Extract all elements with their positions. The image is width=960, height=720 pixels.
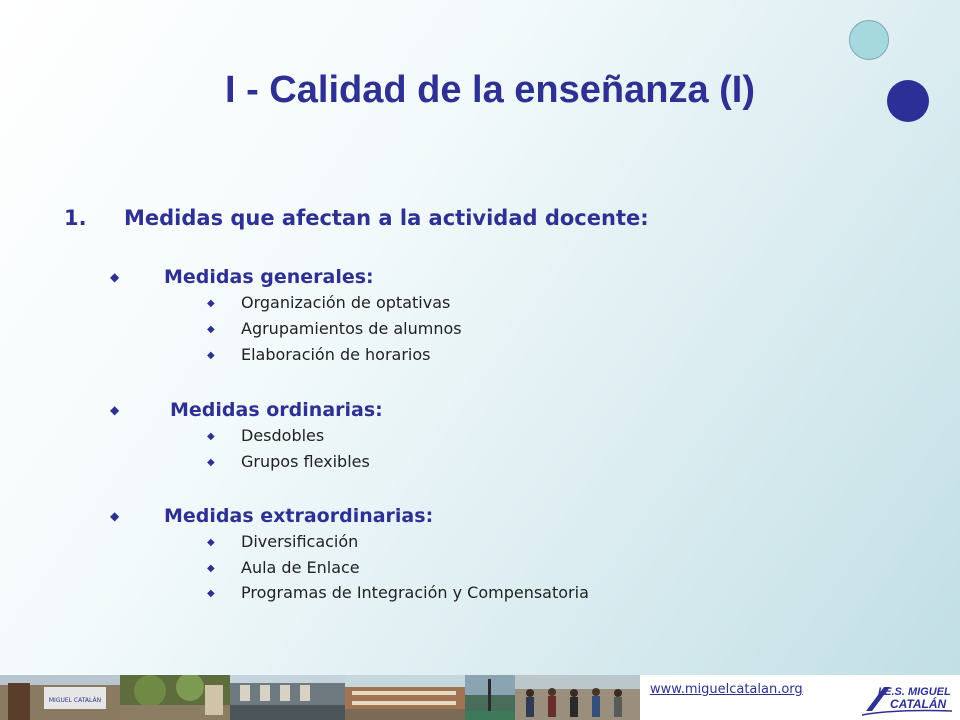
school-logo xyxy=(856,681,956,717)
list-item xyxy=(207,292,450,315)
school-photo-strip xyxy=(0,675,640,720)
group-label: Medidas ordinarias: xyxy=(170,399,383,421)
list-item-text: Grupos flexibles xyxy=(241,452,370,471)
decorative-circle-dark xyxy=(887,80,929,122)
footer-band xyxy=(0,675,960,720)
diamond-bullet-icon: ◆ xyxy=(207,563,215,574)
list-item-text: Organización de optativas xyxy=(241,293,451,312)
diamond-bullet-icon: ◆ xyxy=(110,403,120,417)
list-item-text: Diversificación xyxy=(241,532,359,551)
diamond-bullet-icon: ◆ xyxy=(207,324,215,335)
section-heading-text: Medidas que afectan a la actividad docente: xyxy=(124,206,649,230)
list-item xyxy=(207,318,462,341)
decorative-circle-light xyxy=(849,20,889,60)
group-label: Medidas extraordinarias: xyxy=(164,505,434,527)
diamond-bullet-icon: ◆ xyxy=(207,537,215,548)
list-item-text: Aula de Enlace xyxy=(241,558,360,577)
group-extraordinarias xyxy=(110,503,433,529)
section-number: 1. xyxy=(64,206,87,230)
group-ordinarias xyxy=(110,397,383,423)
list-item-text: Desdobles xyxy=(241,426,325,445)
list-item-text: Programas de Integración y Compensatoria xyxy=(241,583,589,602)
slide-title: I - Calidad de la enseñanza (I) xyxy=(224,69,755,111)
group-label: Medidas generales: xyxy=(164,266,374,288)
list-item xyxy=(207,582,589,605)
svg-text:CATALÁN: CATALÁN xyxy=(890,697,947,711)
diamond-bullet-icon: ◆ xyxy=(207,298,215,309)
list-item-text: Agrupamientos de alumnos xyxy=(241,319,462,338)
school-sign-text: MIGUEL CATALÁN xyxy=(48,697,102,704)
list-item xyxy=(207,344,431,367)
list-item xyxy=(207,451,370,474)
list-item xyxy=(207,425,324,448)
diamond-bullet-icon: ◆ xyxy=(110,509,120,523)
diamond-bullet-icon: ◆ xyxy=(207,431,215,442)
diamond-bullet-icon: ◆ xyxy=(110,270,120,284)
list-item xyxy=(207,557,360,580)
website-link[interactable]: www.miguelcatalan.org xyxy=(650,682,803,697)
diamond-bullet-icon: ◆ xyxy=(207,588,215,599)
diamond-bullet-icon: ◆ xyxy=(207,457,215,468)
section-heading xyxy=(64,204,649,232)
group-generales xyxy=(110,264,374,290)
list-item-text: Elaboración de horarios xyxy=(241,345,431,364)
list-item xyxy=(207,531,358,554)
diamond-bullet-icon: ◆ xyxy=(207,350,215,361)
svg-text:I.E.S. MIGUEL: I.E.S. MIGUEL xyxy=(878,686,951,698)
